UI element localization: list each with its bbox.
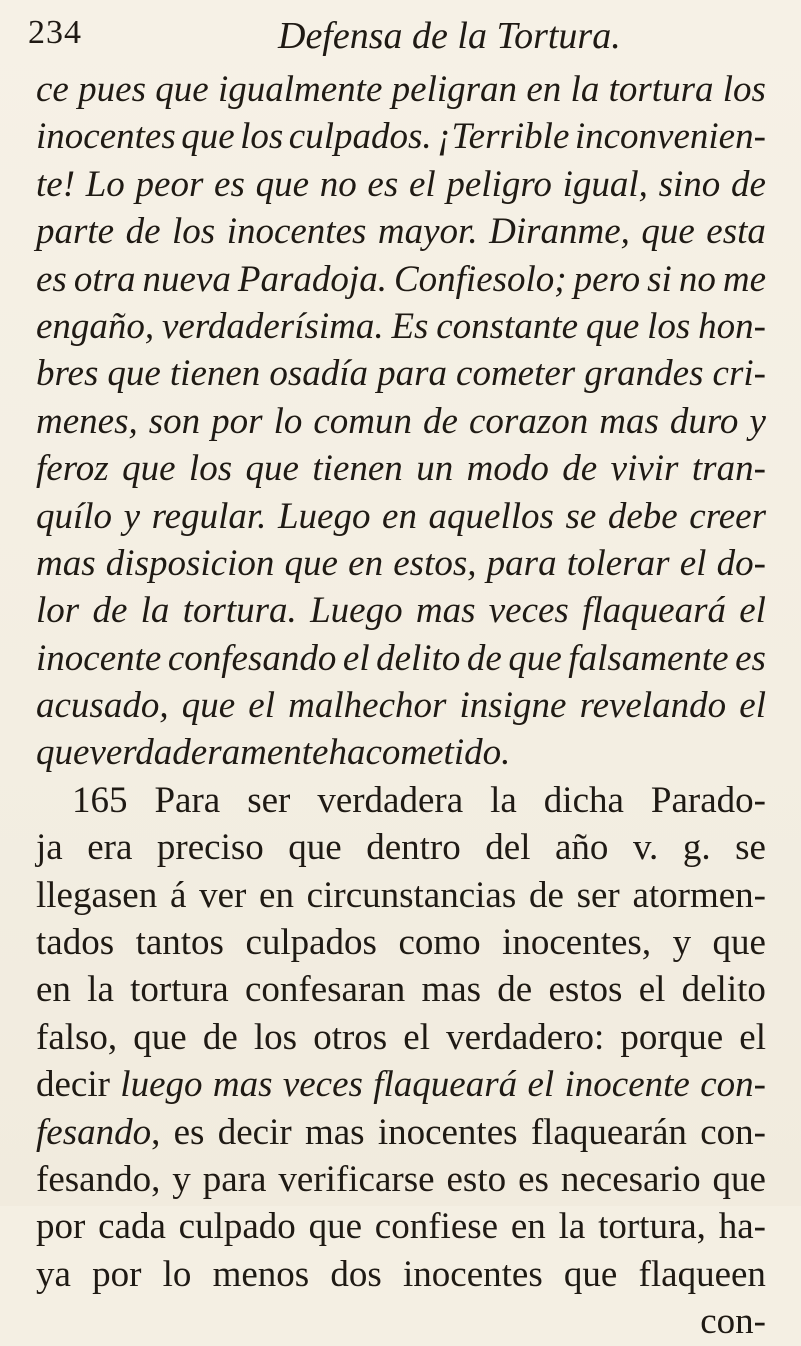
text-line: es otra nueva Paradoja. Confiesolo; pero si no me bbox=[36, 258, 766, 300]
text-line: lor de la tortura. Luego mas veces flaqueará el bbox=[36, 590, 766, 632]
text-line: quílo y regular. Luego en aquellos se debe creer bbox=[36, 495, 766, 537]
text-line: en la tortura confesaran mas de estos el delito bbox=[36, 969, 766, 1011]
text-line: acusado, que el malhechor insigne revelando el bbox=[36, 685, 766, 727]
text-line: te! Lo peor es que no es el peligro igual, sino de bbox=[36, 163, 766, 205]
text-line: menes, son por lo comun de corazon mas duro y bbox=[36, 400, 766, 442]
text-line: que verdaderamente ha cometido. bbox=[36, 732, 511, 774]
text-line: fesando, y para verificarse esto es necesario que bbox=[36, 1158, 766, 1200]
text-line: con- bbox=[700, 1301, 766, 1343]
text-line: 165 Para ser verdadera la dicha Parado- bbox=[72, 779, 766, 821]
text-line: inocente confesando el delito de que falsamente es bbox=[36, 637, 766, 679]
text-line: feroz que los que tienen un modo de vivir tran- bbox=[36, 448, 766, 490]
page-header bbox=[0, 14, 801, 58]
text-line: por cada culpado que confiese en la tortura, ha- bbox=[36, 1206, 766, 1248]
text-line: ya por lo menos dos inocentes que flaqueen bbox=[36, 1253, 766, 1295]
text-line: parte de los inocentes mayor. Diranme, que esta bbox=[36, 211, 766, 253]
text-line: decir luego mas veces flaqueará el inocente con- bbox=[36, 1064, 766, 1106]
text-line: mas disposicion que en estos, para tolerar el do- bbox=[36, 542, 766, 584]
text-line: llegasen á ver en circunstancias de ser atormen- bbox=[36, 874, 766, 916]
running-head: Defensa de la Tortura. bbox=[278, 15, 621, 57]
text-line: falso, que de los otros el verdadero: porque el bbox=[36, 1016, 766, 1058]
body-text bbox=[36, 66, 766, 1346]
text-line: engaño, verdaderísima. Es constante que los hon- bbox=[36, 305, 766, 347]
text-line: tados tantos culpados como inocentes, y que bbox=[36, 922, 766, 964]
text-line: ja era preciso que dentro del año v. g. se bbox=[36, 827, 766, 869]
text-line: bres que tienen osadía para cometer grandes cri- bbox=[36, 353, 766, 395]
page-number: 234 bbox=[28, 14, 82, 51]
text-line: ce pues que igualmente peligran en la tortura los bbox=[36, 69, 766, 110]
text-line: inocentes que los culpados. ¡Terrible inconvenien- bbox=[36, 116, 766, 158]
text-line: fesando, es decir mas inocentes flaquearán con- bbox=[36, 1111, 766, 1153]
